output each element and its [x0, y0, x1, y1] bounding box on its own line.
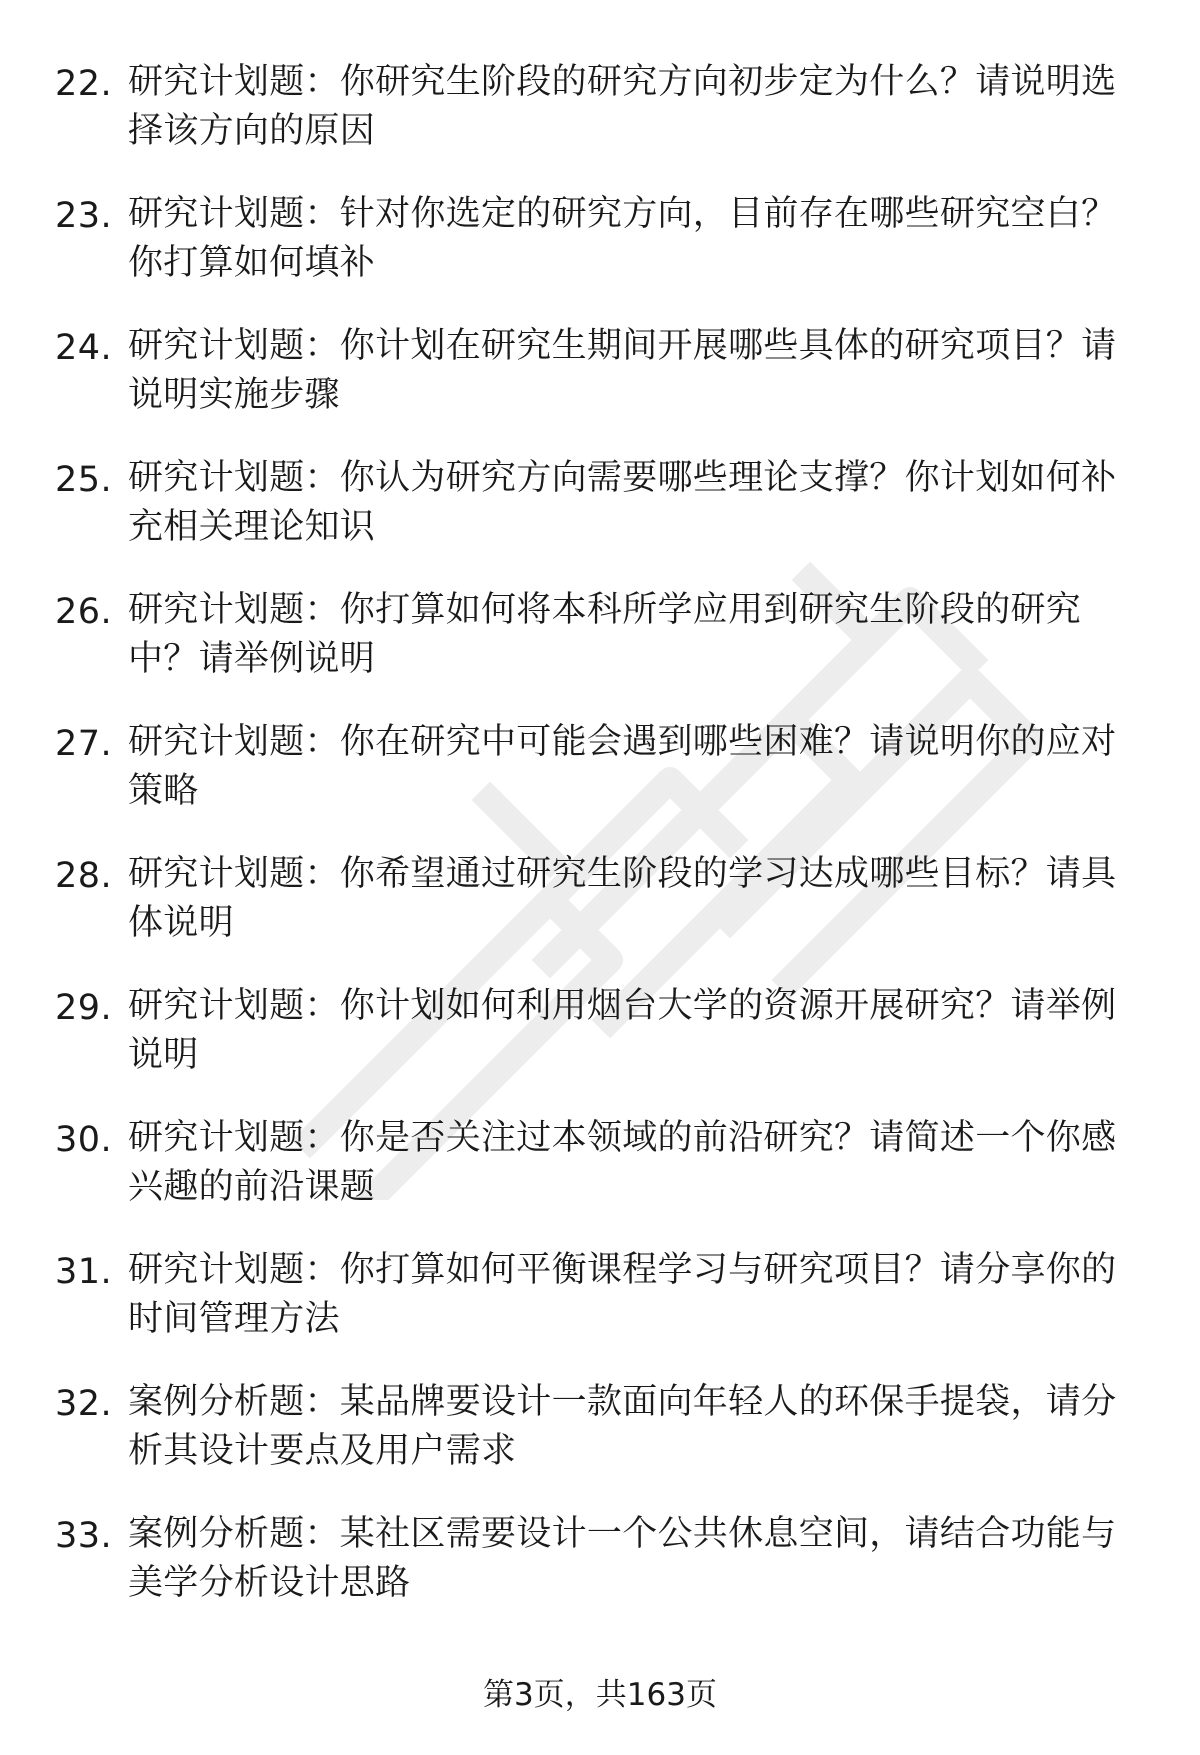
question-item-29: [55, 982, 1145, 1114]
question-number: 33.: [55, 1516, 113, 1556]
question-item-26: [55, 586, 1145, 718]
question-item-31: [55, 1246, 1145, 1378]
question-text: 研究计划题：你计划在研究生期间开展哪些具体的研究项目？请说明实施步骤: [128, 326, 1117, 415]
question-item-23: [55, 190, 1145, 322]
question-text: 研究计划题：你希望通过研究生阶段的学习达成哪些目标？请具体说明: [128, 854, 1117, 943]
question-text: 研究计划题：你打算如何平衡课程学习与研究项目？请分享你的时间管理方法: [128, 1250, 1117, 1339]
question-number: 25.: [55, 460, 113, 500]
question-number: 30.: [55, 1120, 113, 1160]
question-number: 31.: [55, 1252, 113, 1292]
question-text: 研究计划题：你是否关注过本领域的前沿研究？请简述一个你感兴趣的前沿课题: [128, 1118, 1117, 1207]
question-text: 研究计划题：你在研究中可能会遇到哪些困难？请说明你的应对策略: [128, 722, 1117, 811]
question-number: 22.: [55, 64, 113, 104]
question-number: 26.: [55, 592, 113, 632]
question-text: 研究计划题：你打算如何将本科所学应用到研究生阶段的研究中？请举例说明: [128, 590, 1082, 679]
question-text: 研究计划题：针对你选定的研究方向，目前存在哪些研究空白？你打算如何填补: [128, 194, 1117, 283]
question-text: 研究计划题：你研究生阶段的研究方向初步定为什么？请说明选择该方向的原因: [128, 62, 1117, 151]
question-item-27: [55, 718, 1145, 850]
question-item-25: [55, 454, 1145, 586]
question-number: 23.: [55, 196, 113, 236]
question-text: 案例分析题：某品牌要设计一款面向年轻人的环保手提袋，请分析其设计要点及用户需求: [128, 1382, 1117, 1471]
question-item-22: [55, 58, 1145, 190]
question-text: 研究计划题：你计划如何利用烟台大学的资源开展研究？请举例说明: [128, 986, 1117, 1075]
question-item-28: [55, 850, 1145, 982]
question-item-24: [55, 322, 1145, 454]
question-item-33: [55, 1510, 1145, 1642]
question-number: 27.: [55, 724, 113, 764]
question-text: 案例分析题：某社区需要设计一个公共休息空间，请结合功能与美学分析设计思路: [128, 1514, 1117, 1603]
question-text: 研究计划题：你认为研究方向需要哪些理论支撑？你计划如何补充相关理论知识: [128, 458, 1117, 547]
page-number-footer: 第3页，共163页: [483, 1677, 717, 1713]
question-number: 29.: [55, 988, 113, 1028]
question-item-32: [55, 1378, 1145, 1510]
question-item-30: [55, 1114, 1145, 1246]
question-number: 24.: [55, 328, 113, 368]
question-list: [55, 58, 1145, 1642]
question-number: 32.: [55, 1384, 113, 1424]
question-number: 28.: [55, 856, 113, 896]
